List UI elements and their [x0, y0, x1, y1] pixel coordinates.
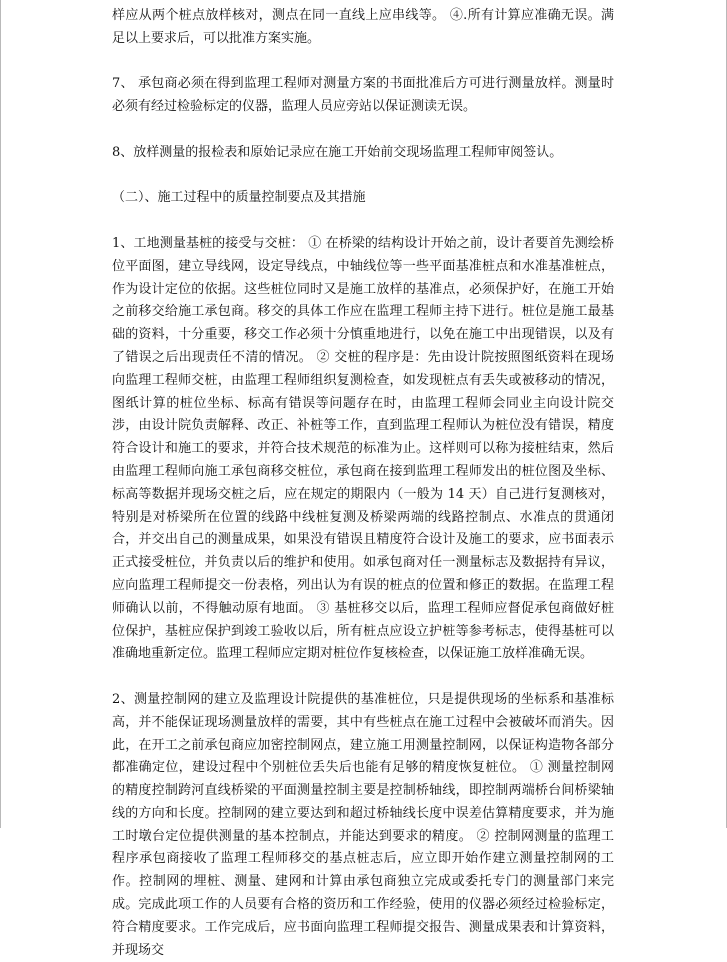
paragraph-section-1: 1、工地测量基桩的接受与交桩： ① 在桥梁的结构设计开始之前，设计者要首先测绘桥位平面图，建立导线网，设定导线点，中轴线位等一些平面基准桩点和水准基准桩点，作为设计定位的依据。这些桩位同时又是施工放样的基准点，必须保护好，在施工开始之前移交给施工承包商。移交的具体工作应在监理工程师主持下进行。桩位是施工最基础的资料，十分重要，移交工作必须十分慎重地进行，以免在施工中出现错误，以及有了错误之后出现责任不清的情况。 ② 交桩的程序是：先由设计院按照图纸资料在现场向监理工程师交桩，由监理工程师组织复测检查，如发现桩点有丢失或被移动的情况，图纸计算的桩位坐标、标高有错误等问题存在时，由监理工程师会同业主向设计院交涉，由设计院负责解释、改正、补桩等工作，直到监理工程师认为桩位没有错误，精度符合设计和施工的要求，并符合技术规范的标准为止。这样则可以称为接桩结束，然后由监理工程师向施工承包商移交桩位，承包商在接到监理工程师发出的桩位图及坐标、标高等数据并现场交桩之后，应在规定的期限内（一般为 14 天）自己进行复测核对，特别是对桥梁所在位置的线路中线桩复测及桥梁两端的线路控制点、水准点的贯通闭合，并交出自己的测量成果，如果没有错误且精度符合设计及施工的要求，应书面表示正式接受桩位，并负责以后的维护和使用。如承包商对任一测量标志及数据持有异议，应向监理工程师提交一份表格，列出认为有误的桩点的位置和修正的数据。在监理工程师确认以前，不得触动原有地面。 ③ 基桩移交以后，监理工程师应督促承包商做好桩位保护，基桩应保护到竣工验收以后，所有桩点应设立护桩等参考标志，使得基桩可以准确地重新定位。监理工程师应定期对桩位作复核检查，以保证施工放样准确无误。 [112, 235, 614, 662]
paragraph-item-7: 7、 承包商必须在得到监理工程师对测量方案的书面批准后方可进行测量放样。测量时必须有经过检验标定的仪器，监理人员应旁站以保证测读无误。 [112, 76, 614, 115]
paragraph-gap [112, 210, 614, 233]
paragraph-item-8: 8、放样测量的报检表和原始记录应在施工开始前交现场监理工程师审阅签认。 [112, 144, 563, 160]
page-border-left [0, 0, 1, 828]
paragraph-gap [112, 165, 614, 188]
paragraph-survey-check: 样应从两个桩点放样核对，测点在同一直线上应串线等。 ④.所有计算应准确无误。满足以上要求后，可以批准方案实施。 [112, 8, 614, 46]
document-page [112, 5, 614, 962]
section-heading: （二）、施工过程中的质量控制要点及其措施 [112, 190, 366, 206]
paragraph-section-2: 2、测量控制网的建立及监理设计院提供的基准桩位，只是提供现场的坐标系和基准标高，并不能保证现场测量放样的需要，其中有些桩点在施工过程中会被破坏而消失。因此，在开工之前承包商应加密控制网点，建立施工用测量控制网，以保证构造物各部分都准确定位，建设过程中个别桩位丢失后也能有足够的精度恢复桩位。 ① 测量控制网的精度控制跨河直线桥梁的平面测量控制主要是控制桥轴线，即控制两端桥台间桥梁轴线的方向和长度。控制网的建立要达到和超过桥轴线长度中误差估算精度要求，并为施工时墩台定位提供测量的基本控制点，并能达到要求的精度。 ② 控制网测量的监理工程序承包商接收了监理工程师移交的基点桩志后，应立即开始作建立测量控制网的工作。控制网的埋桩、测量、建网和计算由承包商独立完成或委托专门的测量部门来完成。完成此项工作的人员要有合格的资历和工作经验，使用的仪器必须经过检验标定，符合精度要求。工作完成后，应书面向监理工程师提交报告、测量成果表和计算资料，并现场交 [112, 691, 614, 958]
paragraph-gap [112, 666, 614, 689]
paragraph-gap [112, 51, 614, 74]
paragraph-gap [112, 119, 614, 142]
